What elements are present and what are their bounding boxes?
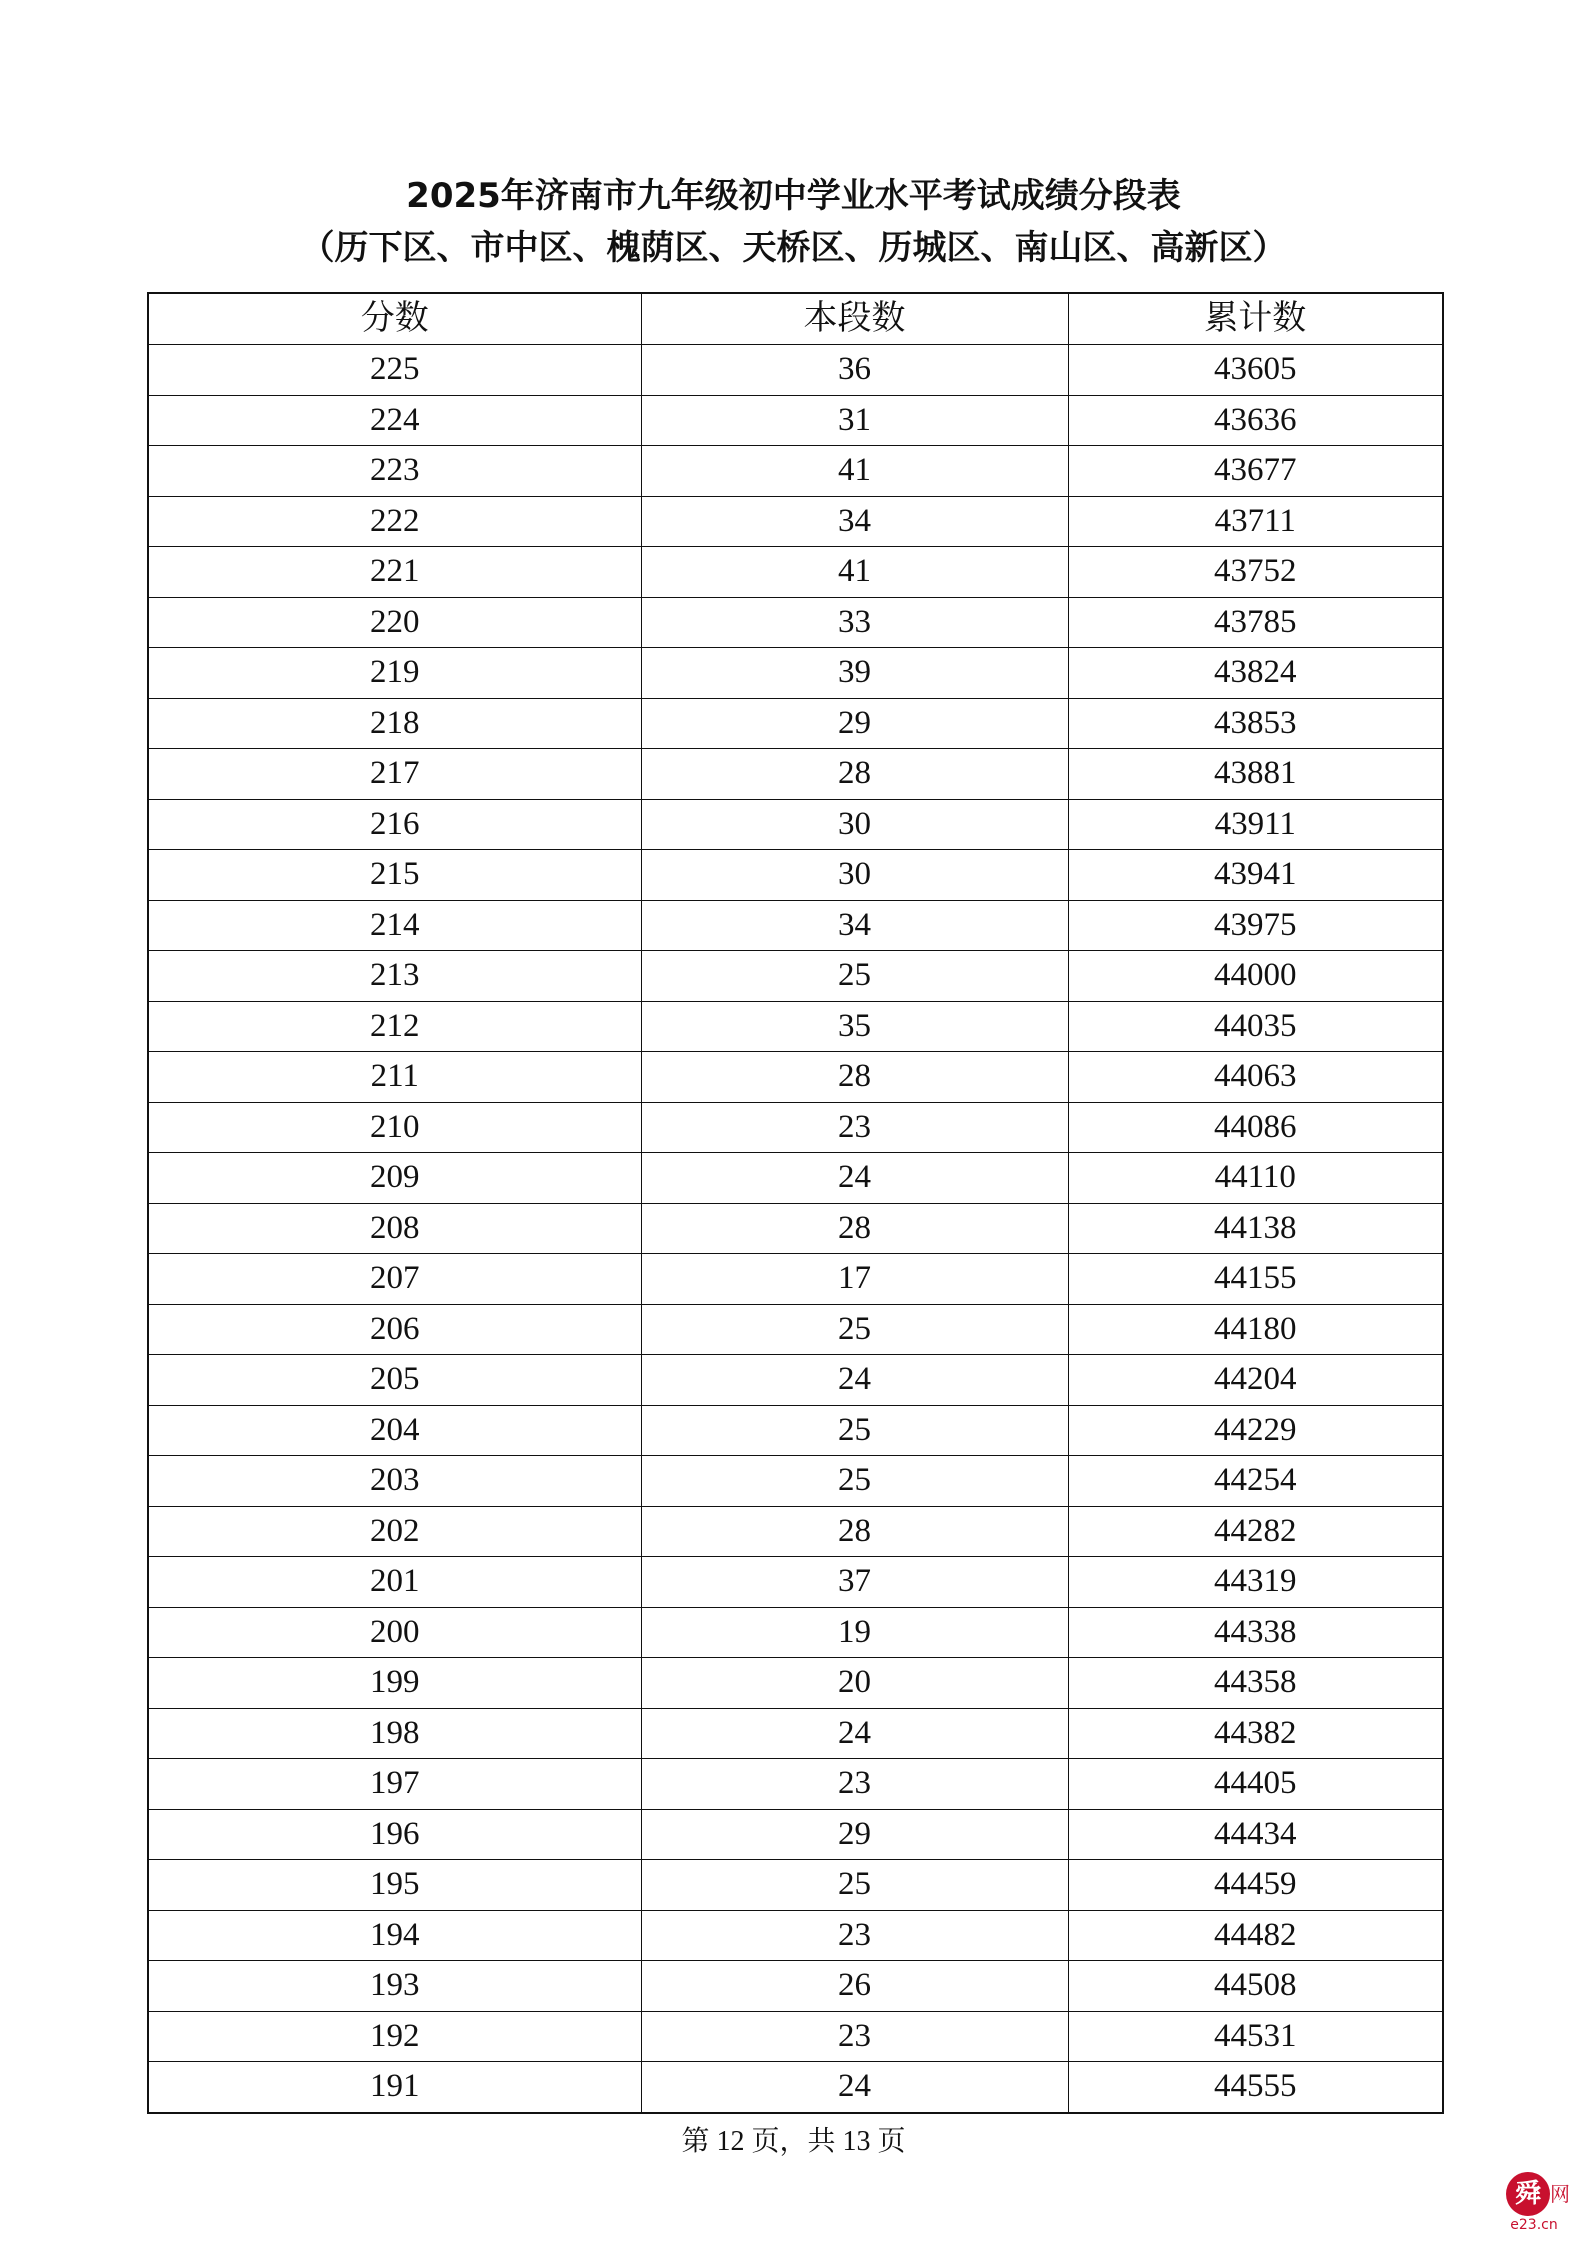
cell-score: 215 xyxy=(148,850,641,901)
table-row xyxy=(148,1557,1443,1608)
cell-score: 210 xyxy=(148,1102,641,1153)
cell-segment-count: 24 xyxy=(641,1708,1068,1759)
cell-cumulative-count: 44035 xyxy=(1068,1001,1443,1052)
cell-cumulative-count: 43677 xyxy=(1068,446,1443,497)
cell-score: 204 xyxy=(148,1405,641,1456)
table-row xyxy=(148,1254,1443,1305)
cell-score: 209 xyxy=(148,1153,641,1204)
cell-score: 218 xyxy=(148,698,641,749)
cell-segment-count: 28 xyxy=(641,1203,1068,1254)
table-header-row xyxy=(148,293,1443,345)
site-watermark-logo xyxy=(1496,2172,1572,2236)
cell-cumulative-count: 43711 xyxy=(1068,496,1443,547)
cell-score: 199 xyxy=(148,1658,641,1709)
table-row xyxy=(148,1001,1443,1052)
cell-segment-count: 23 xyxy=(641,1759,1068,1810)
cell-cumulative-count: 43881 xyxy=(1068,749,1443,800)
cell-cumulative-count: 44155 xyxy=(1068,1254,1443,1305)
table-row xyxy=(148,1304,1443,1355)
cell-cumulative-count: 44531 xyxy=(1068,2011,1443,2062)
cell-score: 195 xyxy=(148,1860,641,1911)
cell-score: 196 xyxy=(148,1809,641,1860)
cell-score: 206 xyxy=(148,1304,641,1355)
cell-score: 205 xyxy=(148,1355,641,1406)
cell-cumulative-count: 44382 xyxy=(1068,1708,1443,1759)
cell-segment-count: 29 xyxy=(641,698,1068,749)
table-row xyxy=(148,900,1443,951)
cell-score: 220 xyxy=(148,597,641,648)
cell-segment-count: 37 xyxy=(641,1557,1068,1608)
cell-cumulative-count: 44000 xyxy=(1068,951,1443,1002)
table-row xyxy=(148,496,1443,547)
cell-score: 208 xyxy=(148,1203,641,1254)
cell-cumulative-count: 44319 xyxy=(1068,1557,1443,1608)
cell-cumulative-count: 44180 xyxy=(1068,1304,1443,1355)
cell-cumulative-count: 44555 xyxy=(1068,2062,1443,2113)
cell-segment-count: 23 xyxy=(641,1910,1068,1961)
cell-score: 225 xyxy=(148,345,641,396)
cell-segment-count: 41 xyxy=(641,547,1068,598)
table-row xyxy=(148,1759,1443,1810)
cell-segment-count: 24 xyxy=(641,1153,1068,1204)
table-row xyxy=(148,951,1443,1002)
document-title: 2025年济南市九年级初中学业水平考试成绩分段表 xyxy=(406,176,1181,216)
cell-cumulative-count: 44282 xyxy=(1068,1506,1443,1557)
cell-segment-count: 25 xyxy=(641,1304,1068,1355)
table-row xyxy=(148,1456,1443,1507)
table-row xyxy=(148,1658,1443,1709)
cell-score: 193 xyxy=(148,1961,641,2012)
cell-segment-count: 34 xyxy=(641,900,1068,951)
table-row xyxy=(148,2062,1443,2113)
cell-cumulative-count: 44508 xyxy=(1068,1961,1443,2012)
page-footer: 第 12 页，共 13 页 xyxy=(681,2126,906,2157)
cell-segment-count: 17 xyxy=(641,1254,1068,1305)
cell-score: 201 xyxy=(148,1557,641,1608)
cell-segment-count: 30 xyxy=(641,850,1068,901)
cell-cumulative-count: 44358 xyxy=(1068,1658,1443,1709)
cell-segment-count: 39 xyxy=(641,648,1068,699)
cell-score: 192 xyxy=(148,2011,641,2062)
table-row xyxy=(148,1506,1443,1557)
table-row xyxy=(148,1102,1443,1153)
cell-score: 202 xyxy=(148,1506,641,1557)
cell-score: 207 xyxy=(148,1254,641,1305)
table-row xyxy=(148,749,1443,800)
cell-score: 216 xyxy=(148,799,641,850)
cell-segment-count: 23 xyxy=(641,1102,1068,1153)
cell-score: 212 xyxy=(148,1001,641,1052)
cell-segment-count: 41 xyxy=(641,446,1068,497)
table-row xyxy=(148,1910,1443,1961)
table-row xyxy=(148,648,1443,699)
cell-score: 194 xyxy=(148,1910,641,1961)
cell-segment-count: 20 xyxy=(641,1658,1068,1709)
table-row xyxy=(148,2011,1443,2062)
score-distribution-table xyxy=(147,292,1444,2114)
cell-score: 211 xyxy=(148,1052,641,1103)
cell-segment-count: 25 xyxy=(641,951,1068,1002)
table-row xyxy=(148,345,1443,396)
cell-score: 221 xyxy=(148,547,641,598)
cell-cumulative-count: 44063 xyxy=(1068,1052,1443,1103)
cell-segment-count: 26 xyxy=(641,1961,1068,2012)
table-row xyxy=(148,799,1443,850)
table-row xyxy=(148,1203,1443,1254)
table-row xyxy=(148,850,1443,901)
table-row xyxy=(148,1607,1443,1658)
table-row xyxy=(148,1860,1443,1911)
table-row xyxy=(148,1809,1443,1860)
cell-segment-count: 25 xyxy=(641,1456,1068,1507)
table-row xyxy=(148,597,1443,648)
cell-cumulative-count: 44229 xyxy=(1068,1405,1443,1456)
cell-segment-count: 19 xyxy=(641,1607,1068,1658)
cell-score: 224 xyxy=(148,395,641,446)
cell-cumulative-count: 44138 xyxy=(1068,1203,1443,1254)
seal-glyph: 舜 xyxy=(1514,2179,1541,2209)
cell-segment-count: 24 xyxy=(641,2062,1068,2113)
table-row xyxy=(148,547,1443,598)
cell-segment-count: 29 xyxy=(641,1809,1068,1860)
cell-cumulative-count: 44482 xyxy=(1068,1910,1443,1961)
cell-cumulative-count: 43975 xyxy=(1068,900,1443,951)
cell-score: 219 xyxy=(148,648,641,699)
cell-segment-count: 31 xyxy=(641,395,1068,446)
cell-segment-count: 28 xyxy=(641,1052,1068,1103)
cell-cumulative-count: 44254 xyxy=(1068,1456,1443,1507)
cell-cumulative-count: 43636 xyxy=(1068,395,1443,446)
table-row xyxy=(148,1708,1443,1759)
cell-segment-count: 30 xyxy=(641,799,1068,850)
cell-score: 214 xyxy=(148,900,641,951)
cell-cumulative-count: 43911 xyxy=(1068,799,1443,850)
cell-score: 222 xyxy=(148,496,641,547)
cell-segment-count: 33 xyxy=(641,597,1068,648)
cell-segment-count: 35 xyxy=(641,1001,1068,1052)
cell-cumulative-count: 44459 xyxy=(1068,1860,1443,1911)
cell-score: 191 xyxy=(148,2062,641,2113)
cell-segment-count: 34 xyxy=(641,496,1068,547)
seal-icon xyxy=(1506,2172,1550,2216)
header-score: 分数 xyxy=(148,293,641,345)
cell-segment-count: 36 xyxy=(641,345,1068,396)
watermark-domain: e23.cn xyxy=(1510,2217,1558,2233)
cell-cumulative-count: 43941 xyxy=(1068,850,1443,901)
cell-score: 200 xyxy=(148,1607,641,1658)
cell-cumulative-count: 44110 xyxy=(1068,1153,1443,1204)
cell-score: 213 xyxy=(148,951,641,1002)
table-row xyxy=(148,1405,1443,1456)
table-row xyxy=(148,395,1443,446)
table-row xyxy=(148,1153,1443,1204)
table-row xyxy=(148,1961,1443,2012)
table-row xyxy=(148,446,1443,497)
cell-cumulative-count: 44204 xyxy=(1068,1355,1443,1406)
cell-cumulative-count: 44086 xyxy=(1068,1102,1443,1153)
cell-segment-count: 23 xyxy=(641,2011,1068,2062)
cell-segment-count: 28 xyxy=(641,749,1068,800)
cell-score: 203 xyxy=(148,1456,641,1507)
header-segment-count: 本段数 xyxy=(641,293,1068,345)
cell-cumulative-count: 43785 xyxy=(1068,597,1443,648)
cell-segment-count: 25 xyxy=(641,1405,1068,1456)
cell-segment-count: 25 xyxy=(641,1860,1068,1911)
header-cumulative-count: 累计数 xyxy=(1068,293,1443,345)
document-subtitle: （历下区、市中区、槐荫区、天桥区、历城区、南山区、高新区） xyxy=(300,228,1287,268)
cell-cumulative-count: 43752 xyxy=(1068,547,1443,598)
cell-cumulative-count: 43605 xyxy=(1068,345,1443,396)
table-row xyxy=(148,1355,1443,1406)
cell-cumulative-count: 44405 xyxy=(1068,1759,1443,1810)
table-row xyxy=(148,1052,1443,1103)
cell-score: 217 xyxy=(148,749,641,800)
cell-cumulative-count: 44434 xyxy=(1068,1809,1443,1860)
watermark-side-glyph: 网 xyxy=(1550,2182,1570,2206)
cell-score: 198 xyxy=(148,1708,641,1759)
cell-cumulative-count: 43853 xyxy=(1068,698,1443,749)
cell-score: 223 xyxy=(148,446,641,497)
table-row xyxy=(148,698,1443,749)
cell-cumulative-count: 43824 xyxy=(1068,648,1443,699)
cell-score: 197 xyxy=(148,1759,641,1810)
cell-cumulative-count: 44338 xyxy=(1068,1607,1443,1658)
cell-segment-count: 28 xyxy=(641,1506,1068,1557)
cell-segment-count: 24 xyxy=(641,1355,1068,1406)
